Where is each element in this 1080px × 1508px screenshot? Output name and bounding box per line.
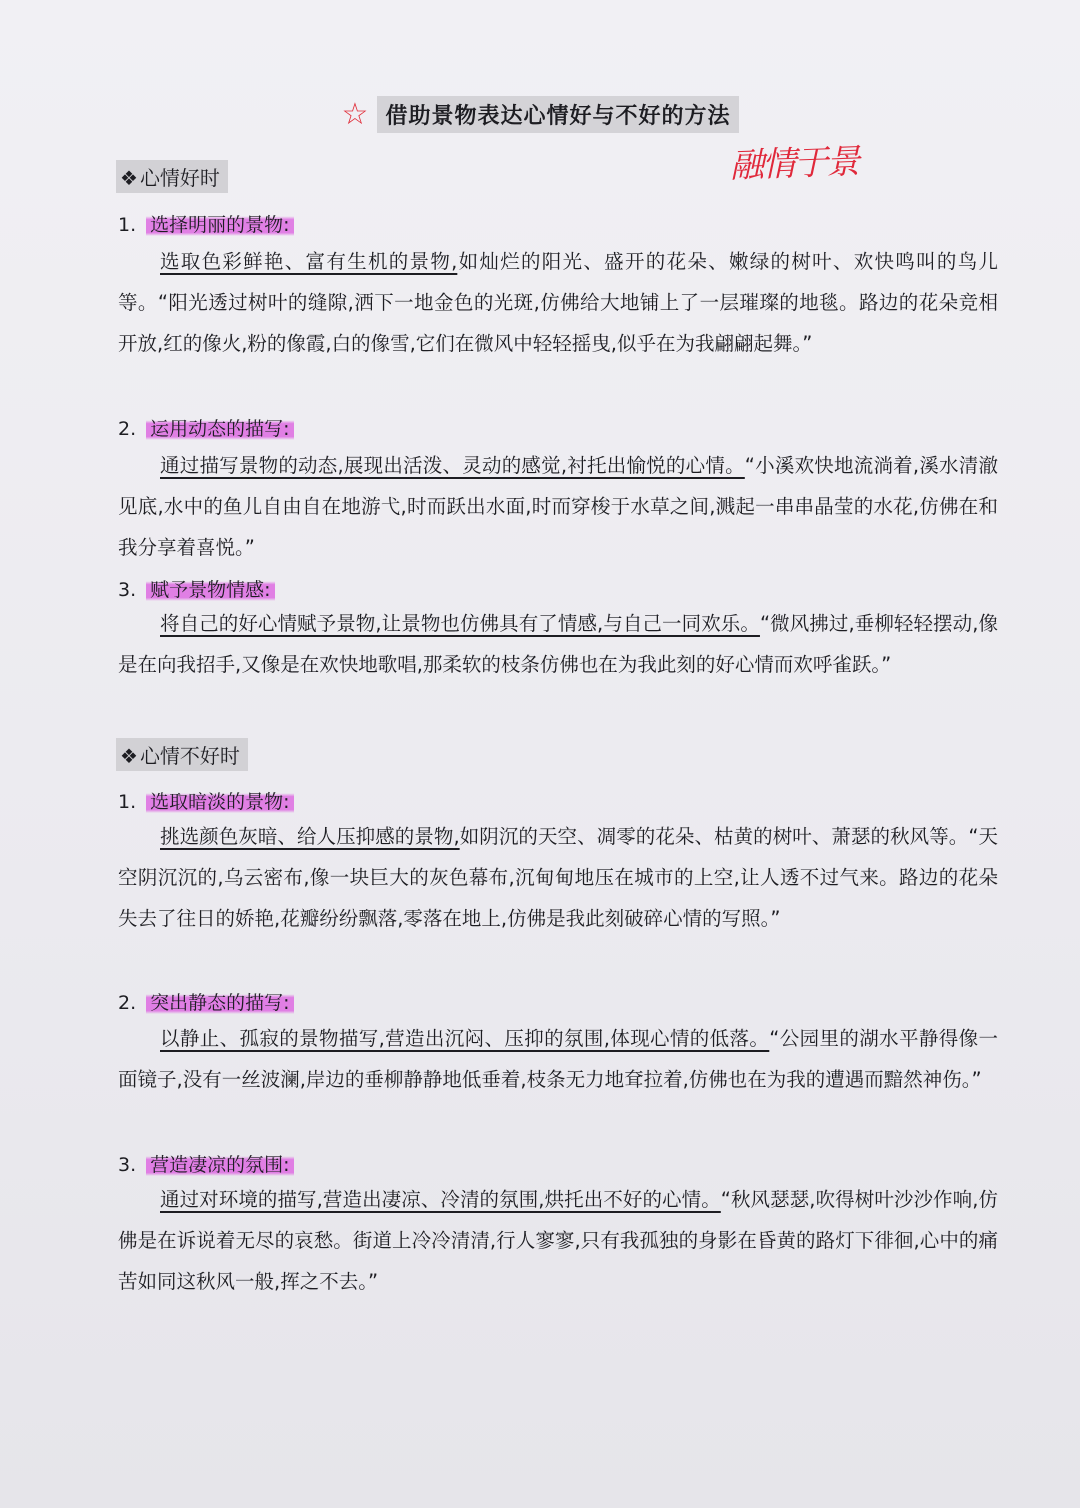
item-paragraph: 选取色彩鲜艳、富有生机的景物,如灿烂的阳光、盛开的花朵、嫩绿的树叶、欢快鸣叫的鸟儿等。“阳光透过树叶的缝隙,洒下一地金色的光斑,仿佛给大地铺上了一层璀璨的地毯。路边的花朵竞相开放,红的像火,粉的像霞,白的像雪,它们在微风中轻轻摇曳,似乎在为我翩翩起舞。” (118, 250, 998, 355)
title-row (0, 96, 1080, 133)
item-paragraph: 挑选颜色灰暗、给人压抑感的景物,如阴沉的天空、凋零的花朵、枯黄的树叶、萧瑟的秋风等。“天空阴沉沉的,乌云密布,像一块巨大的灰色幕布,沉甸甸地压在城市的上空,让人透不过气来。路边的花朵失去了往日的娇艳,花瓣纷纷飘落,零落在地上,仿佛是我此刻破碎心情的写照。” (118, 825, 998, 930)
item-heading: 1. 选择明丽的景物: (118, 210, 294, 237)
item-heading: 1. 选取暗淡的景物: (118, 787, 294, 814)
item-paragraph: 将自己的好心情赋予景物,让景物也仿佛具有了情感,与自己一同欢乐。“微风拂过,垂柳轻轻摆动,像是在向我招手,又像是在欢快地歌唱,那柔软的枝条仿佛也在为我此刻的好心情而欢呼雀跃。” (118, 612, 998, 676)
item-heading: 3. 营造凄凉的氛围: (118, 1150, 294, 1177)
diamond-bullet-icon: ❖ (120, 166, 138, 190)
section-heading-bad-mood: ❖ 心情不好时 (116, 738, 248, 771)
star-icon: ☆ (341, 97, 369, 132)
page-title: 借助景物表达心情好与不好的方法 (377, 96, 738, 133)
item-heading: 2. 突出静态的描写: (118, 988, 294, 1015)
item-heading: 2. 运用动态的描写: (118, 414, 294, 441)
item-paragraph: 通过描写景物的动态,展现出活泼、灵动的感觉,衬托出愉悦的心情。“小溪欢快地流淌着,溪水清澈见底,水中的鱼儿自由自在地游弋,时而跃出水面,时而穿梭于水草之间,溅起一串串晶莹的水花,仿佛在和我分享着喜悦。” (118, 454, 998, 559)
item-paragraph: 以静止、孤寂的景物描写,营造出沉闷、压抑的氛围,体现心情的低落。“公园里的湖水平静得像一面镜子,没有一丝波澜,岸边的垂柳静静地低垂着,枝条无力地耷拉着,仿佛也在为我的遭遇而黯然神伤。” (118, 1027, 998, 1091)
item-paragraph: 通过对环境的描写,营造出凄凉、冷清的氛围,烘托出不好的心情。“秋风瑟瑟,吹得树叶沙沙作响,仿佛是在诉说着无尽的哀愁。街道上冷冷清清,行人寥寥,只有我孤独的身影在昏黄的路灯下徘徊,心中的痛苦如同这秋风一般,挥之不去。” (118, 1188, 998, 1293)
diamond-bullet-icon: ❖ (120, 744, 138, 768)
section-heading-good-mood: ❖ 心情好时 (116, 160, 228, 193)
handwritten-note: 融情于景 (729, 141, 859, 187)
item-heading: 3. 赋予景物情感: (118, 575, 275, 602)
